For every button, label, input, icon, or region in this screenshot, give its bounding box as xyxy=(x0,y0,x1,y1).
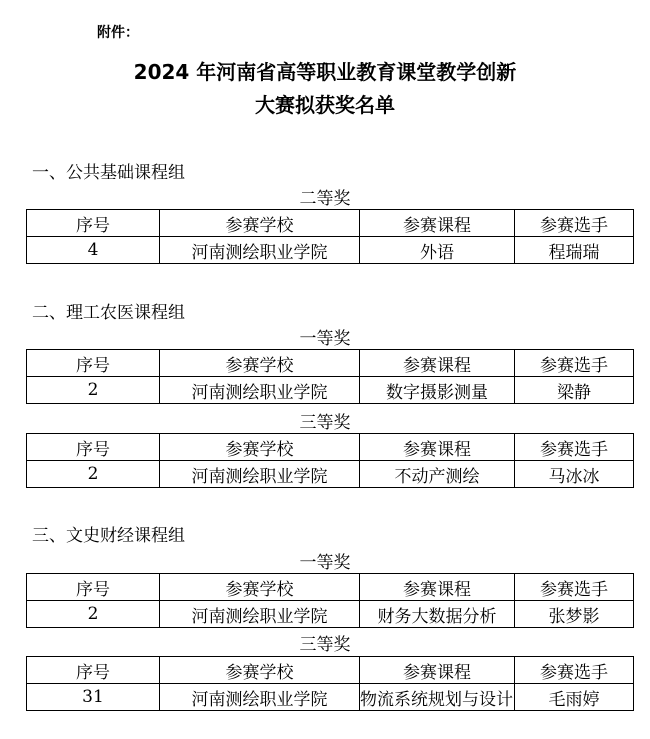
document-title-line2: 大赛拟获奖名单 xyxy=(255,93,395,117)
award-level: 一等奖 xyxy=(299,553,351,573)
attachment-label: 附件： xyxy=(97,25,139,41)
cell-no: 31 xyxy=(27,684,160,711)
header-player: 参赛选手 xyxy=(515,657,634,684)
header-player: 参赛选手 xyxy=(515,434,634,461)
table-header-row xyxy=(27,574,634,601)
cell-course: 财务大数据分析 xyxy=(360,601,515,628)
header-no: 序号 xyxy=(27,657,160,684)
award-level: 三等奖 xyxy=(299,635,351,655)
header-no: 序号 xyxy=(27,350,160,377)
header-no: 序号 xyxy=(27,434,160,461)
table-header-row xyxy=(27,434,634,461)
award-table xyxy=(26,209,634,264)
cell-course: 数字摄影测量 xyxy=(360,377,515,404)
cell-player: 程瑞瑞 xyxy=(515,237,634,264)
header-no: 序号 xyxy=(27,574,160,601)
cell-player: 马冰冰 xyxy=(515,461,634,488)
cell-course-text: 物流系统规划与设计 xyxy=(360,689,513,710)
cell-course xyxy=(360,684,515,711)
group-title-public-basic: 一、公共基础课程组 xyxy=(32,163,185,183)
header-course: 参赛课程 xyxy=(360,210,515,237)
header-no: 序号 xyxy=(27,210,160,237)
cell-school: 河南测绘职业学院 xyxy=(160,601,360,628)
header-course: 参赛课程 xyxy=(360,350,515,377)
header-course: 参赛课程 xyxy=(360,574,515,601)
cell-player: 毛雨婷 xyxy=(515,684,634,711)
award-table xyxy=(26,656,634,711)
cell-no: 2 xyxy=(27,601,160,628)
table-header-row xyxy=(27,210,634,237)
document-title-line1: 2024 年河南省高等职业教育课堂教学创新 xyxy=(133,60,517,84)
table-row xyxy=(27,601,634,628)
table-row xyxy=(27,461,634,488)
cell-player: 张梦影 xyxy=(515,601,634,628)
header-school: 参赛学校 xyxy=(160,574,360,601)
cell-course: 不动产测绘 xyxy=(360,461,515,488)
cell-school: 河南测绘职业学院 xyxy=(160,461,360,488)
table-header-row xyxy=(27,350,634,377)
cell-no: 2 xyxy=(27,461,160,488)
cell-course: 外语 xyxy=(360,237,515,264)
header-course: 参赛课程 xyxy=(360,657,515,684)
header-school: 参赛学校 xyxy=(160,350,360,377)
table-row xyxy=(27,684,634,711)
cell-player: 梁静 xyxy=(515,377,634,404)
cell-school: 河南测绘职业学院 xyxy=(160,377,360,404)
table-header-row xyxy=(27,657,634,684)
award-table xyxy=(26,573,634,628)
header-school: 参赛学校 xyxy=(160,657,360,684)
cell-school: 河南测绘职业学院 xyxy=(160,684,360,711)
cell-no: 4 xyxy=(27,237,160,264)
award-level: 一等奖 xyxy=(299,329,351,349)
cell-no: 2 xyxy=(27,377,160,404)
award-level: 三等奖 xyxy=(299,413,351,433)
award-table xyxy=(26,349,634,404)
header-school: 参赛学校 xyxy=(160,434,360,461)
table-row xyxy=(27,377,634,404)
group-title-science-engineering: 二、理工农医课程组 xyxy=(32,303,185,323)
award-level: 二等奖 xyxy=(299,189,351,209)
award-table xyxy=(26,433,634,488)
header-school: 参赛学校 xyxy=(160,210,360,237)
cell-school: 河南测绘职业学院 xyxy=(160,237,360,264)
header-course: 参赛课程 xyxy=(360,434,515,461)
header-player: 参赛选手 xyxy=(515,350,634,377)
group-title-humanities-finance: 三、文史财经课程组 xyxy=(32,526,185,546)
header-player: 参赛选手 xyxy=(515,574,634,601)
table-row xyxy=(27,237,634,264)
header-player: 参赛选手 xyxy=(515,210,634,237)
